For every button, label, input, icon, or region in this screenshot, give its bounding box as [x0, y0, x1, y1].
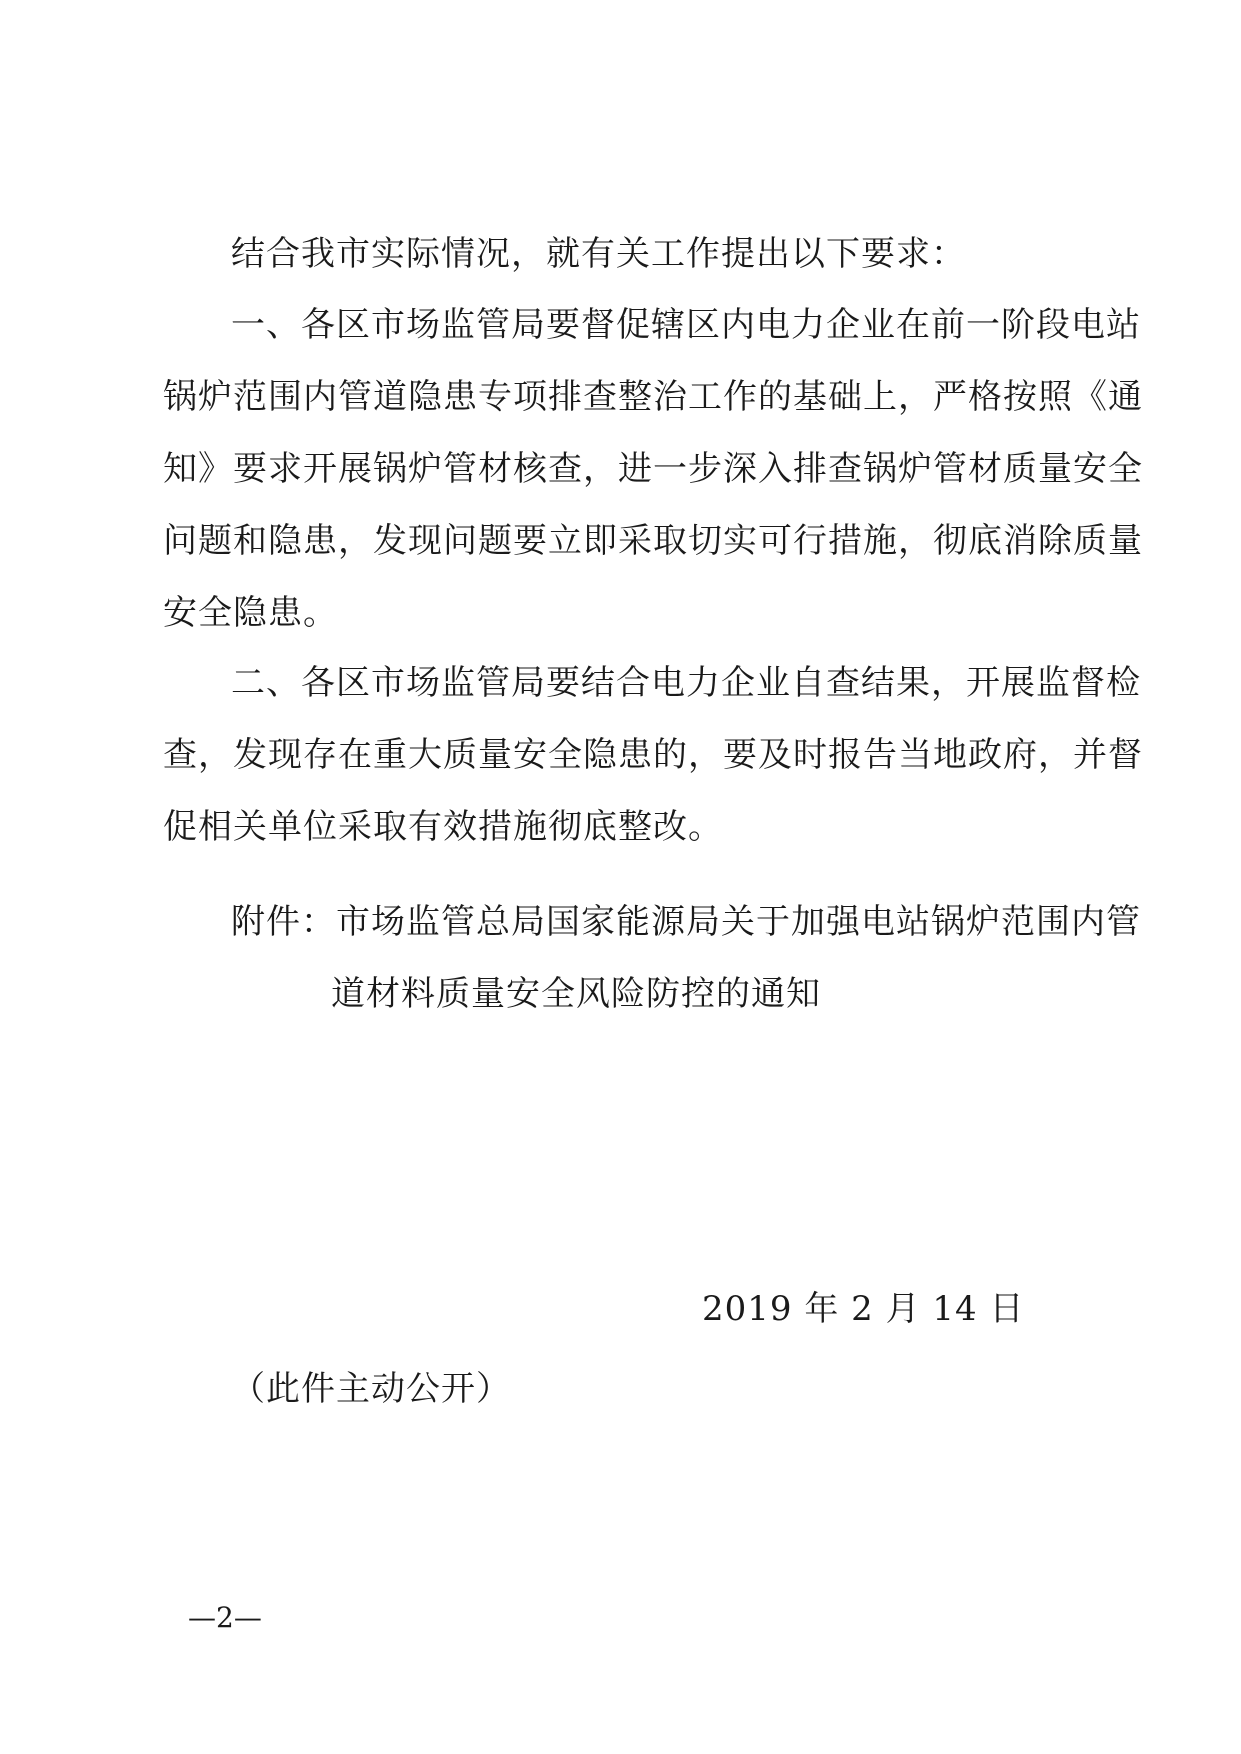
paragraph-1-line: 锅炉范围内管道隐患专项排查整治工作的基础上，严格按照《通	[163, 377, 1143, 417]
page-number: —2—	[188, 1601, 262, 1634]
paragraph-2-line: 促相关单位采取有效措施彻底整改。	[163, 807, 723, 847]
paragraph-1-line: 问题和隐患，发现问题要立即采取切实可行措施，彻底消除质量	[163, 521, 1143, 561]
paragraph-1-line: 知》要求开展锅炉管材核查，进一步深入排查锅炉管材质量安全	[163, 449, 1143, 489]
paragraph-2-line: 二、各区市场监管局要结合电力企业自查结果，开展监督检	[231, 663, 1141, 703]
document-date: 2019 年 2 月 14 日	[702, 1289, 1025, 1329]
attachment-line: 附件：市场监管总局国家能源局关于加强电站锅炉范围内管	[231, 902, 1141, 942]
paragraph-1-line: 安全隐患。	[163, 593, 338, 633]
intro-text: 结合我市实际情况，就有关工作提出以下要求：	[231, 234, 966, 274]
disclosure-note: （此件主动公开）	[231, 1369, 511, 1409]
paragraph-1-line: 一、各区市场监管局要督促辖区内电力企业在前一阶段电站	[231, 305, 1141, 345]
attachment-line: 道材料质量安全风险防控的通知	[331, 974, 821, 1014]
paragraph-2-line: 查，发现存在重大质量安全隐患的，要及时报告当地政府，并督	[163, 735, 1143, 775]
